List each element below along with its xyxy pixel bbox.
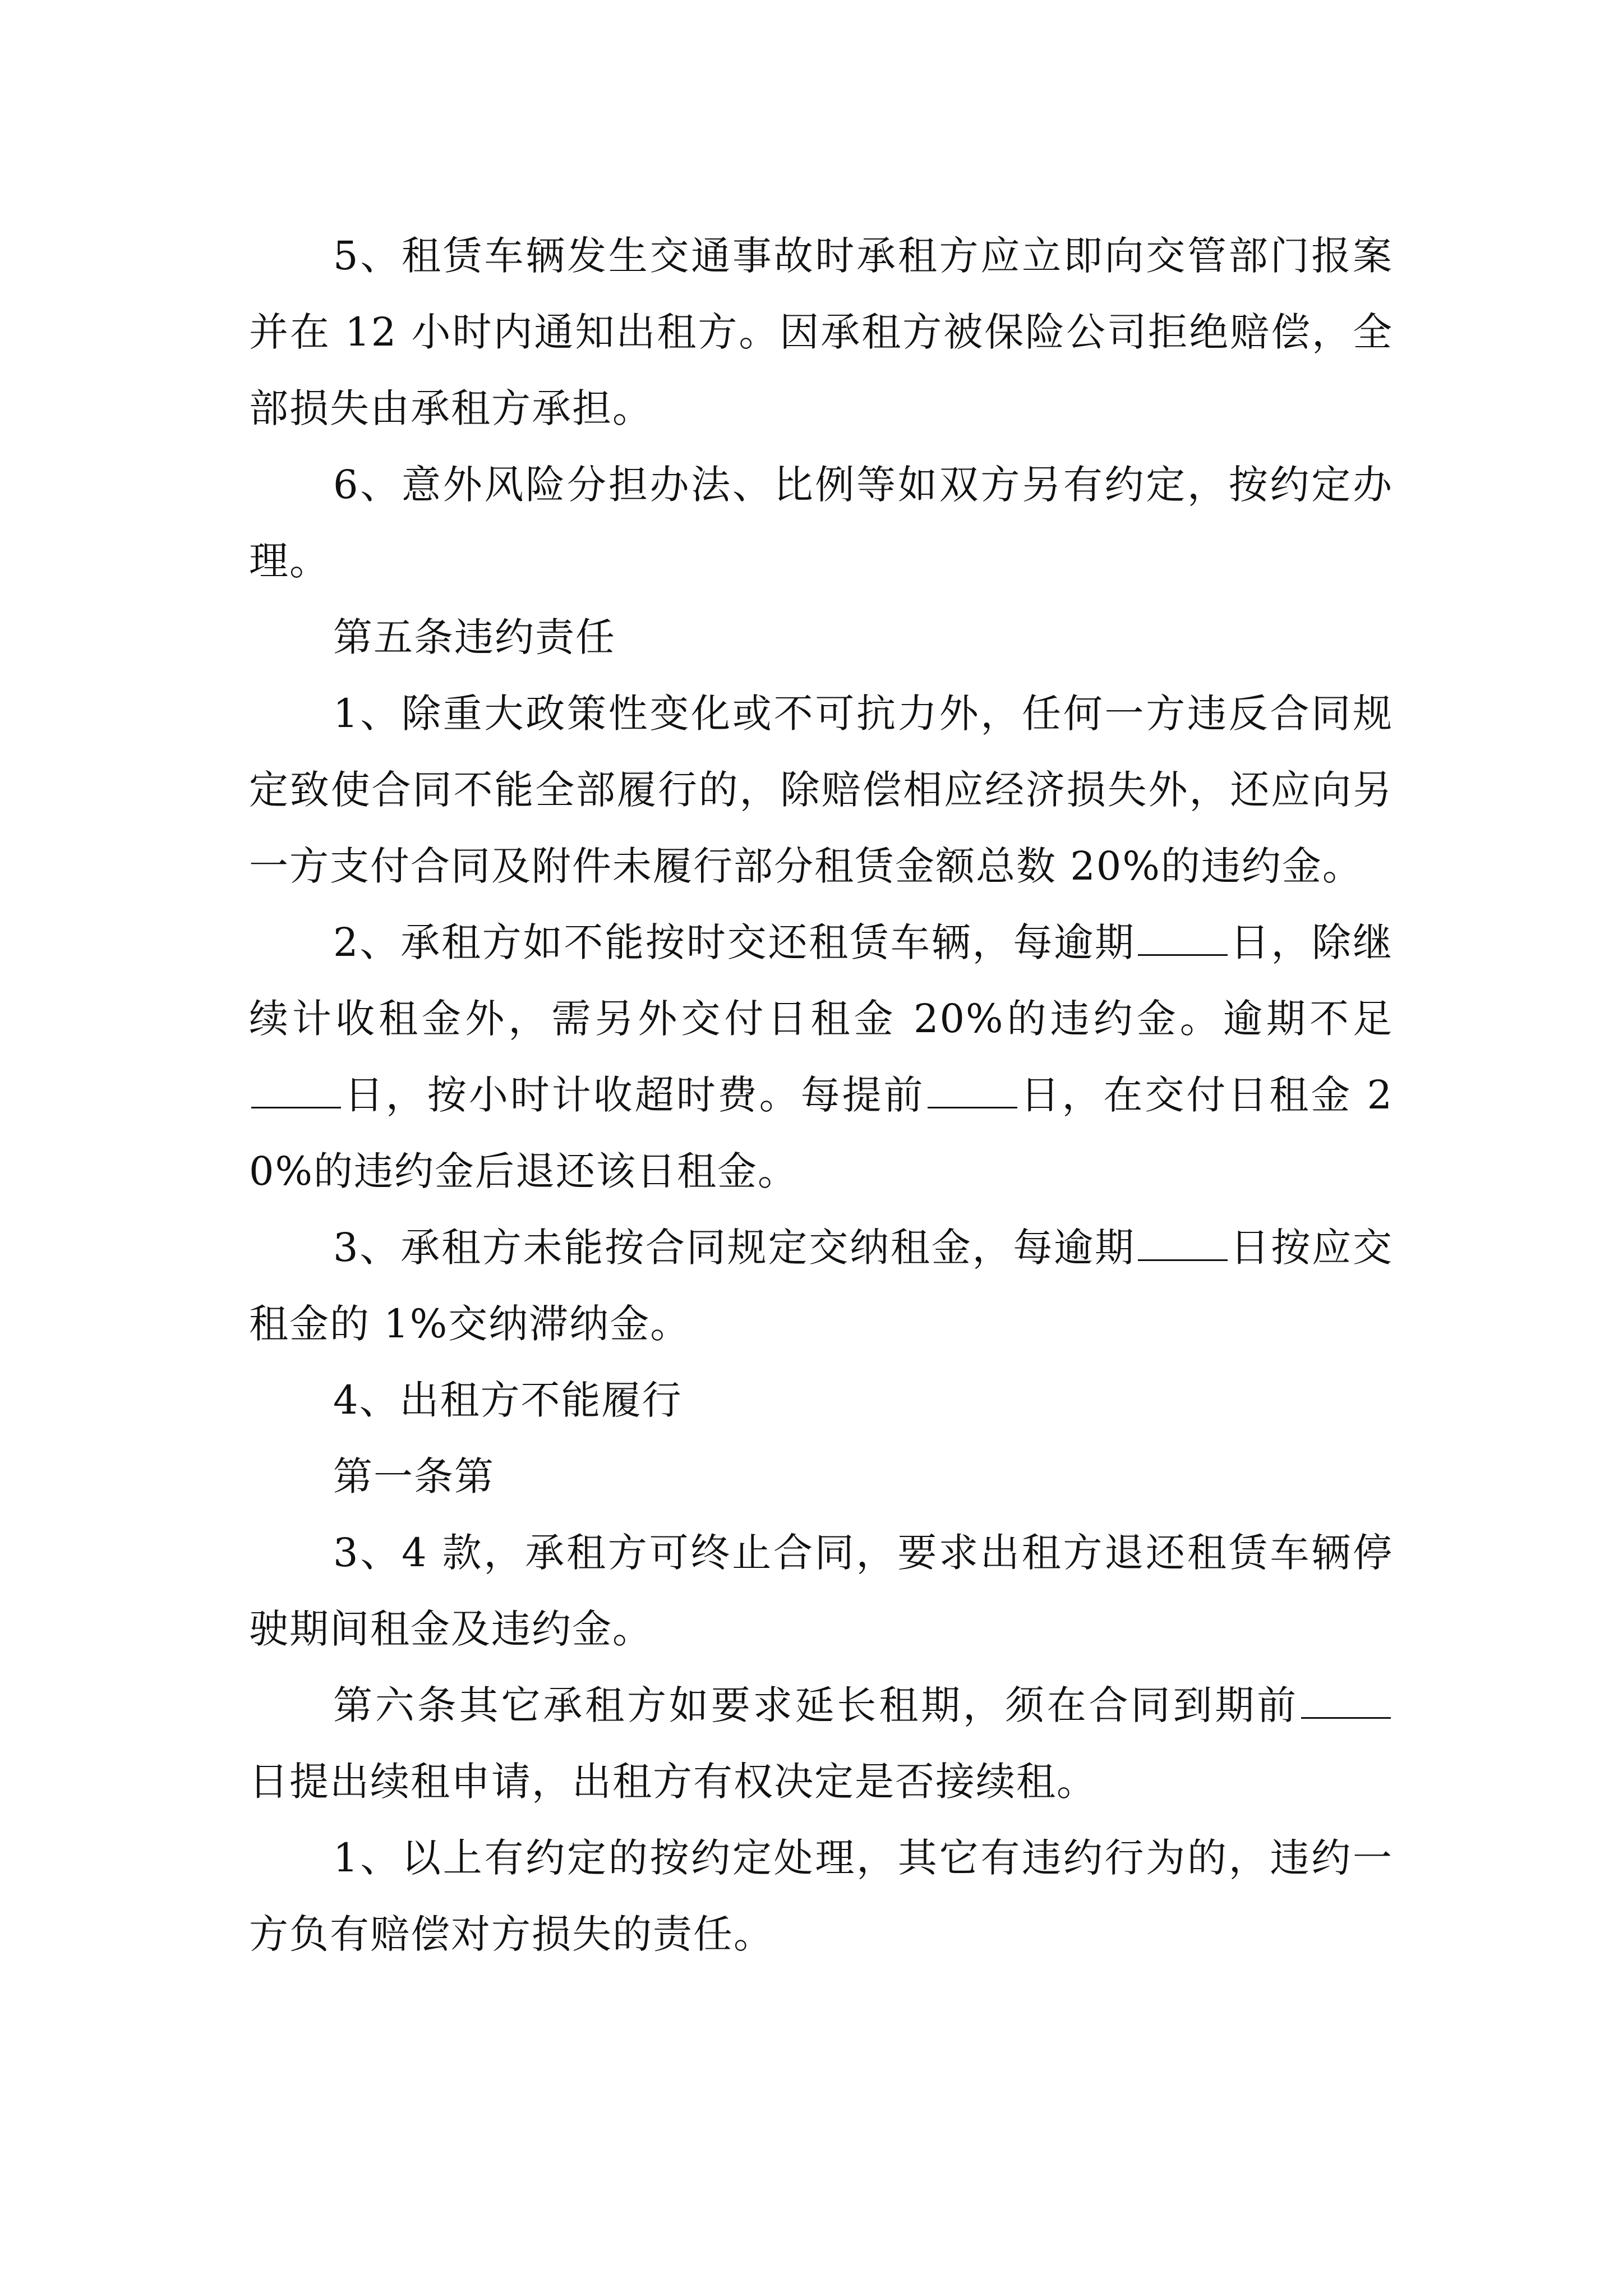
paragraph-segment: 3、承租方未能按合同规定交纳租金，每逾期 (333, 1225, 1136, 1271)
paragraph-lessor-default: 4、出租方不能履行 (333, 1377, 683, 1423)
fill-in-blank (1138, 915, 1228, 956)
paragraph-segment: 日按应交租金的 1%交纳滞纳金。 (249, 1225, 1393, 1347)
fill-in-blank (251, 1068, 341, 1108)
fill-in-blank (928, 1068, 1017, 1108)
paragraph-segment: 日，在交付日租金 20%的违约金后退还该日租金。 (249, 1072, 1393, 1194)
paragraph-breach-general: 1、除重大政策性变化或不可抗力外，任何一方违反合同规定致使合同不能全部履行的，除赔偿相应经济损失外，还应向另一方支付合同及附件未履行部分租赁金额总数 20%的违约金。 (249, 691, 1393, 889)
document-body (249, 218, 1393, 1972)
paragraph-compensation: 1、以上有约定的按约定处理，其它有违约行为的，违约一方负有赔偿对方损失的责任。 (249, 1835, 1393, 1957)
paragraph-risk-sharing: 6、意外风险分担办法、比例等如双方另有约定，按约定办理。 (249, 462, 1393, 584)
paragraph-segment: 2、承租方如不能按时交还租赁车辆，每逾期 (333, 919, 1136, 965)
paragraph-segment: 日，按小时计收超时费。每提前 (343, 1072, 925, 1118)
paragraph-segment: 日，除继续计收租金外，需另外交付日租金 20%的违约金。逾期不足 (249, 919, 1393, 1042)
paragraph-article-reference: 第一条第 (333, 1453, 495, 1499)
paragraph-segment: 日提出续租申请，出租方有权决定是否接续租。 (249, 1759, 1097, 1805)
fill-in-blank (1301, 1678, 1391, 1719)
paragraph-segment: 第六条其它承租方如要求延长租期，须在合同到期前 (333, 1682, 1299, 1728)
paragraph-late-return (249, 904, 1393, 1209)
paragraph-late-payment (249, 1209, 1393, 1362)
paragraph-extension (249, 1667, 1393, 1820)
paragraph-termination: 3、4 款，承租方可终止合同，要求出租方退还租赁车辆停驶期间租金及违约金。 (249, 1530, 1393, 1652)
paragraph-accident-report: 5、租赁车辆发生交通事故时承租方应立即向交管部门报案并在 12 小时内通知出租方。因承租方被保险公司拒绝赔偿，全部损失由承租方承担。 (249, 233, 1393, 431)
section-heading-article-5: 第五条违约责任 (333, 614, 616, 660)
fill-in-blank (1138, 1220, 1228, 1261)
